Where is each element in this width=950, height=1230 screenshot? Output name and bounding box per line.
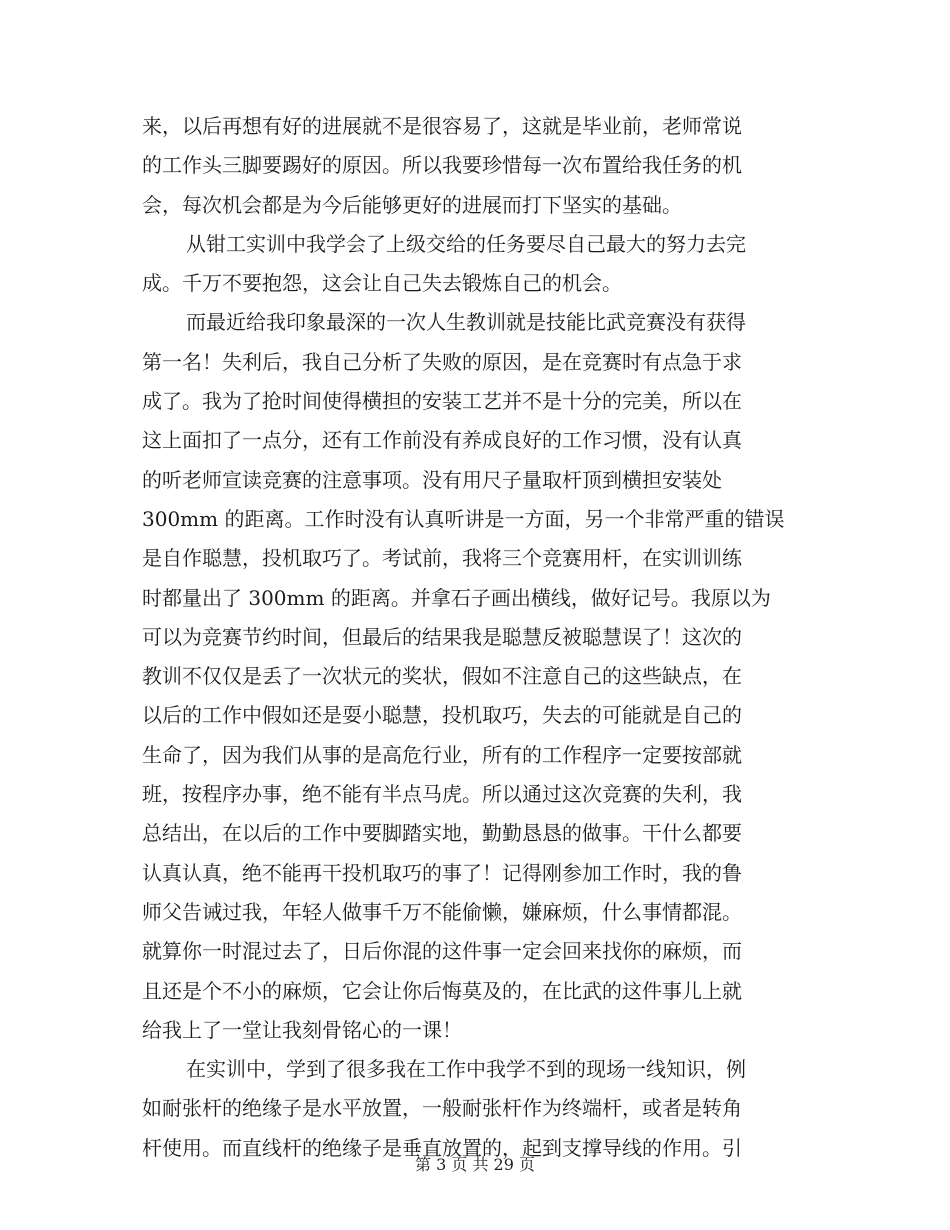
page-number-label: 第 3 页 共 29 页 — [415, 1155, 535, 1174]
text-line: 班，按程序办事，绝不能有半点马虎。所以通过这次竞赛的失利，我 — [142, 782, 742, 807]
text-line: 给我上了一堂让我刻骨铭心的一课！ — [142, 1017, 462, 1042]
text-line: 就算你一时混过去了，日后你混的这件事一定会回来找你的麻烦，而 — [142, 939, 742, 964]
text-line: 成。千万不要抱怨，这会让自己失去锻炼自己的机会。 — [142, 271, 622, 296]
text-line: 的工作头三脚要踢好的原因。所以我要珍惜每一次布置给我任务的机 — [142, 153, 742, 178]
text-line: 师父告诫过我，年轻人做事千万不能偷懒，嫌麻烦，什么事情都混。 — [142, 899, 742, 924]
text-line: 且还是个不小的麻烦，它会让你后悔莫及的，在比武的这件事儿上就 — [142, 978, 742, 1003]
document-body — [142, 107, 802, 1168]
text-line: 从钳工实训中我学会了上级交给的任务要尽自己最大的努力去完 — [186, 231, 746, 256]
text-line: 300mm 的距离。工作时没有认真听讲是一方面，另一个非常严重的错误 — [142, 506, 785, 531]
text-line: 生命了，因为我们从事的是高危行业，所有的工作程序一定要按部就 — [142, 742, 742, 767]
text-line: 认真认真，绝不能再干投机取巧的事了！记得刚参加工作时，我的鲁 — [142, 860, 742, 885]
text-line: 以后的工作中假如还是耍小聪慧，投机取巧，失去的可能就是自己的 — [142, 703, 742, 728]
page-footer — [0, 1153, 950, 1177]
text-line: 成了。我为了抢时间使得横担的安装工艺并不是十分的完美，所以在 — [142, 389, 742, 414]
text-line: 来，以后再想有好的进展就不是很容易了，这就是毕业前，老师常说 — [142, 114, 742, 138]
text-line: 是自作聪慧，投机取巧了。考试前，我将三个竞赛用杆，在实训训练 — [142, 546, 742, 571]
text-line: 会，每次机会都是为今后能够更好的进展而打下坚实的基础。 — [142, 192, 682, 217]
text-line: 在实训中，学到了很多我在工作中我学不到的现场一线知识，例 — [186, 1057, 746, 1082]
text-line: 时都量出了 300mm 的距离。并拿石子画出横线，做好记号。我原以为 — [142, 585, 771, 610]
text-line: 杆使用。而直线杆的绝缘子是垂直放置的，起到支撑导线的作用。引 — [142, 1135, 742, 1160]
text-line: 可以为竞赛节约时间，但最后的结果我是聪慧反被聪慧误了！这次的 — [142, 624, 742, 649]
text-line: 这上面扣了一点分，还有工作前没有养成良好的工作习惯，没有认真 — [142, 428, 742, 453]
text-line: 的听老师宣读竞赛的注意事项。没有用尺子量取杆顶到横担安装处 — [142, 467, 722, 492]
text-line: 如耐张杆的绝缘子是水平放置，一般耐张杆作为终端杆，或者是转角 — [142, 1096, 742, 1121]
text-line: 教训不仅仅是丢了一次状元的奖状，假如不注意自己的这些缺点，在 — [142, 664, 742, 689]
text-line: 而最近给我印象最深的一次人生教训就是技能比武竞赛没有获得 — [186, 310, 746, 335]
text-line: 第一名！失利后，我自己分析了失败的原因，是在竞赛时有点急于求 — [142, 349, 742, 374]
text-line: 总结出，在以后的工作中要脚踏实地，勤勤恳恳的做事。干什么都要 — [142, 821, 742, 846]
